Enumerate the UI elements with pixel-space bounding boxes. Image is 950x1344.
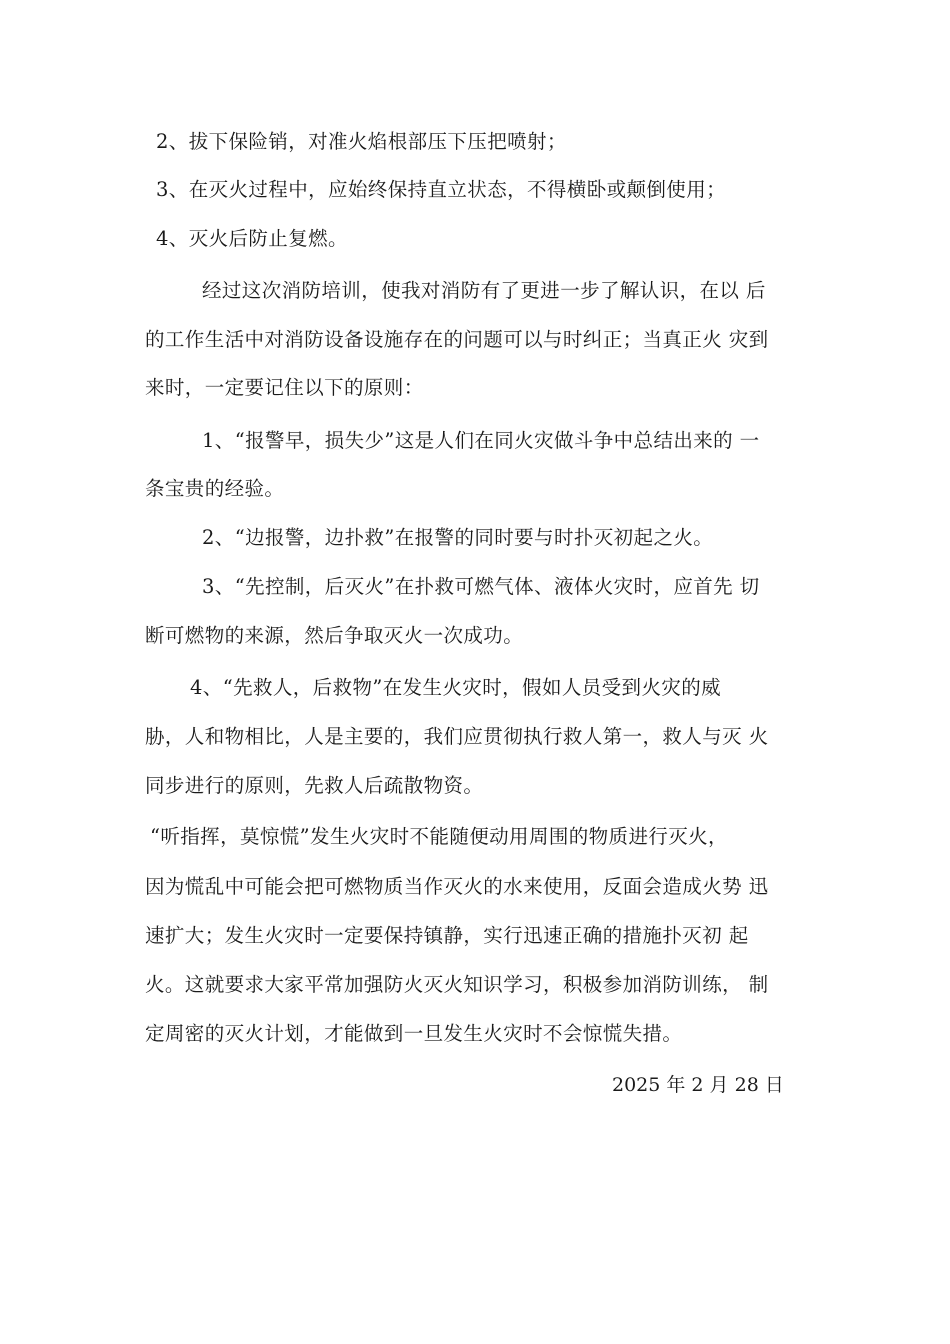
principle-2-line: 2、“边报警，边扑救”在报警的同时要与时扑灭初起之火。 bbox=[202, 526, 714, 549]
principle-5-line: 定周密的灭火计划，才能做到一旦发生火灾时不会惊慌失措。 bbox=[145, 1022, 683, 1045]
principle-3-line: 3、“先控制，后灭火”在扑救可燃气体、液体火灾时，应首先 切 bbox=[202, 575, 760, 598]
step-3-line: 3、在灭火过程中，应始终保持直立状态，不得横卧或颠倒使用； bbox=[156, 178, 727, 201]
principle-4-line: 4、“先救人，后救物”在发生火灾时，假如人员受到火灾的威 bbox=[190, 676, 722, 699]
principle-1-line: 条宝贵的经验。 bbox=[145, 477, 285, 500]
step-4-line: 4、灭火后防止复燃。 bbox=[156, 227, 348, 250]
principle-5-line: “听指挥，莫惊慌”发生火灾时不能随便动用周围的物质进行灭火， bbox=[150, 825, 728, 848]
step-2-line: 2、拔下保险销，对准火焰根部压下压把喷射； bbox=[156, 130, 567, 153]
paragraph-line: 经过这次消防培训，使我对消防有了更进一步了解认识，在以 后 bbox=[202, 279, 766, 302]
principle-1-line: 1、“报警早，损失少”这是人们在同火灾做斗争中总结出来的 一 bbox=[202, 429, 760, 452]
principle-5-line: 速扩大；发生火灾时一定要保持镇静，实行迅速正确的措施扑灭初 起 bbox=[145, 924, 749, 947]
principle-4-line: 胁，人和物相比，人是主要的，我们应贯彻执行救人第一，救人与灭 火 bbox=[145, 725, 769, 748]
principle-5-line: 火。这就要求大家平常加强防火灭火知识学习，积极参加消防训练， 制 bbox=[145, 973, 769, 996]
paragraph-line: 的工作生活中对消防设备设施存在的问题可以与时纠正；当真正火 灾到 bbox=[145, 328, 769, 351]
principle-3-line: 断可燃物的来源，然后争取灭火一次成功。 bbox=[145, 624, 524, 647]
principle-4-line: 同步进行的原则，先救人后疏散物资。 bbox=[145, 774, 484, 797]
paragraph-line: 来时，一定要记住以下的原则： bbox=[145, 376, 424, 399]
document-date: 2025 年 2 月 28 日 bbox=[612, 1074, 784, 1096]
principle-5-line: 因为慌乱中可能会把可燃物质当作灭火的水来使用，反面会造成火势 迅 bbox=[145, 875, 769, 898]
